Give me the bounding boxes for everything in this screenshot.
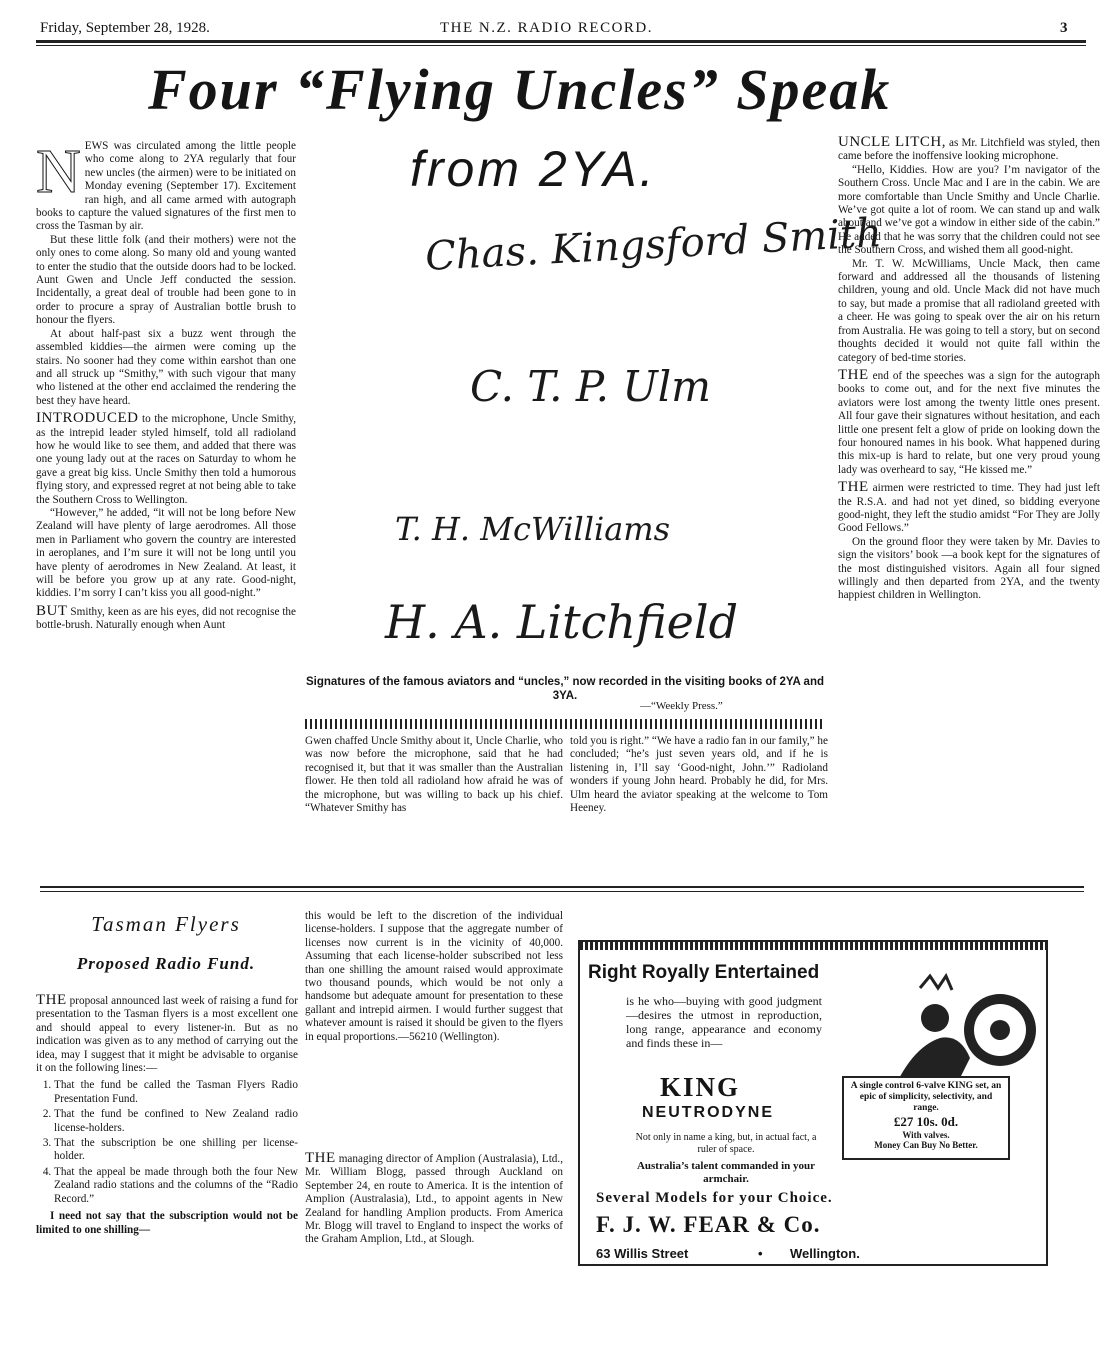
tasman-title: Tasman Flyers [91,912,241,936]
paragraph: told you is right.” “We have a radio fan in our family,” he concluded; “he’s just seven years old, and if he is listening in, I’ll say ‘Good-night, John.’” Radioland wonders if young John heard. Probably he did, for Mrs. Ulm heard the aviator speaking at the welcome to Tom Heeney. [570,735,828,815]
article-column-1 [36,140,296,878]
section-initial: THE [838,479,869,496]
paragraph: Smithy, keen as are his eyes, did not recognise the bottle-brush. Naturally enough when Aunt [36,605,296,632]
proposal-list [36,1079,298,1206]
signature-caption: Signatures of the famous aviators and “uncles,” now recorded in the visiting books of 2YA and 3YA. [305,676,825,702]
paragraph: this would be left to the discretion of the individual license-holders. I suppose that the aggregate number of licenses now current is in the vicinity of 40,000. Assuming that each license-holder subscribed not less than one shilling the amount raised would approximate two thousand pounds, which would be not only a handsome but adequate amount for presentation to these gallant and intrepid airmen. I would further suggest that whatever amount is raised it should be given to the flyers in equal proportions.—56210 (Wellington). [305,910,563,1043]
list-item: 3. That the subscription be one shilling per license-holder. [54,1137,298,1164]
ornamental-rule [305,719,825,729]
paragraph: Mr. T. W. McWilliams, Uncle Mack, then came forward and addressed all the thousands of listening children, young and old. Uncle Mack did not have much to say, but made a promise that all radioland greeted with a cheer. He was going to speak over the air on his return from Australia. He was going to tell a story, but on second thoughts decided it would not quite fall within the category of bed-time stories. [838,257,1100,364]
model-name: NEUTRODYNE [642,1104,775,1121]
price-note: With valves. [902,1130,950,1140]
advert-body: is he who—buying with good judgment—desires the utmost in reproduction, long range, appearance and economy and finds these in— [626,994,822,1050]
section-initial: THE [838,366,869,383]
paragraph: to the microphone, Uncle Smithy, as the intrepid leader styled himself, told all radioland how he would like to see them, and added that there was one young lady out at the races on Saturday to whom he gave a great big kiss. Uncle Smithy then told a humorous flying story, and expressed regret at not being able to take the Southern Cross to Wellington. [36,413,296,506]
dealer-city: Wellington. [790,1246,860,1261]
article-column-4 [838,136,1100,878]
drop-cap: N [36,140,81,206]
signature-kingsford-smith: Chas. Kingsford Smith [424,210,883,280]
paragraph: I need not say that the subscription would not be limited to one shilling— [36,1210,298,1236]
paragraph: proposal announced last week of raising a fund for presentation to the Tasman flyers is a most excellent one and should appeal to every listener-in. But as no indication was given as to any method of carrying out the idea, may I suggest that it might be advisable to organise it on the following lines:— [36,995,298,1075]
header-rule-thin [36,45,1086,46]
caption-credit: —“Weekly Press.” [640,700,723,712]
paragraph: managing director of Amplion (Australasia), Ltd., Mr. William Blogg, passed through Auckland on September 24, en route to America. It is the intention of Amplion (Australasia), Ltd., to appoint agents in New Zealand for handling Amplion products. From America Mr. Blogg will travel to England to inspect the works of the Graham Amplion, Ltd., at Slough. [305,1153,563,1246]
headline: Four “Flying Uncles” Speak [148,57,892,122]
section-initial: BUT [36,602,68,619]
paragraph: But these little folk (and their mothers) were not the only ones to come along. So many old and young wanted to enter the studio that the outside doors had to be locked. Aunt Gwen and Uncle Jeff conducted the session. Incidentally, a great deal of trouble had been gone to in order to procure a spray of Australian bottle brush to honour the flyers. [36,233,296,327]
paragraph: EWS was circulated among the little people who come along to 2YA regularly that four new uncles (the airmen) were to be initiated on Monday evening (September 17). Excitement ran high, and all came armed with autograph books to capture the valued signatures of the first men to cross the Tasman by air. [36,140,296,233]
paragraph: “However,” he added, “it will not be long before New Zealand will have plenty of large aerodromes. All those men in Parliament who govern the country are interested in aeroplanes, and I’m sure it will not be long until you have plenty of aerodromes in New Zealand. At least, it will be before you grow up at any rate. Good-night, kiddies. I’m sorry I can’t kiss you all good-night.” [36,506,296,600]
advert-tagline-1: Not only in name a king, but, in actual fact, a ruler of space. [635,1132,817,1155]
paragraph: On the ground floor they were taken by Mr. Davies to sign the visitors’ book —a book kept for the signatures of the most distinguished visitors. Again all four signed willingly and then departed from 2YA, and the twenty happiest children in Wellington. [838,535,1100,602]
king-neutrodyne-advert [578,940,1048,1266]
issue-date: Friday, September 28, 1928. [40,20,210,36]
signature-litchfield: H. A. Litchfield [385,595,739,649]
signature-mcwilliams: T. H. McWilliams [395,510,671,548]
price: £27 10s. 0d. [893,1114,959,1129]
advert-title: Right Royally Entertained [588,962,820,983]
section-initial: THE [305,1150,336,1166]
page-number: 3 [1060,20,1068,36]
article-column-2 [305,735,563,815]
models-line: Several Models for your Choice. [596,1190,833,1206]
dealer-name: F. J. W. FEAR & Co. [596,1212,821,1237]
section-initial: INTRODUCED [36,410,139,427]
address-separator: • [758,1246,763,1261]
amplion-column [305,1152,563,1247]
paragraph: “Hello, Kiddies. How are you? I’m navigator of the Southern Cross. Uncle Mac and I are in the cabin. We are more comfortable than Uncle Smithy and Uncle Charlie. We’ve got quite a lot of room. We can stand up and walk about and we’ve got a window in either side of the cabin.” He added that he was sorry that the children could not see the Southern Cross, and wished them all good-night. [838,163,1100,257]
advert-tagline-2: Australia’s talent commanded in your armchair. [636,1160,816,1185]
tasman-column-1 [36,994,298,1314]
dealer-street: 63 Willis Street [596,1246,689,1261]
price-box [842,1076,1010,1160]
article-column-3 [570,735,828,815]
section-initial: THE [36,994,67,1008]
brand-name: KING [660,1072,741,1102]
masthead: THE N.Z. RADIO RECORD. [440,20,653,36]
tasman-subtitle: Proposed Radio Fund. [76,954,256,973]
section-initial: UNCLE LITCH, [838,136,946,150]
section-rule-thin [40,891,1084,892]
advert-slogan: Money Can Buy No Better. [874,1140,978,1150]
tasman-column-2 [305,910,563,1044]
paragraph: Gwen chaffed Uncle Smithy about it, Uncle Charlie, who was now before the microphone, said that he had recognised it, but that it was smaller than the Australian flower. He then told all radioland how afraid he was of the microphone, but was willing to back up his chief. “Whatever Smithy has [305,735,563,815]
signature-ulm: C. T. P. Ulm [470,362,711,411]
section-rule [40,886,1084,888]
subheadline: from 2YA. [410,141,657,197]
paragraph: airmen were restricted to time. They had just left the R.S.A. and had not yet dined, so bidding everyone good-night, they left the studio amidst “For They are Jolly Good Fellows.” [838,482,1100,535]
paragraph: end of the speeches was a sign for the autograph books to come out, and for the next five minutes the aviators were lost among the twenty little ones present. All four gave their signatures without hesitation, and each little one present felt a glow of pride on looking down the four honoured names in his book. What happened during this mix-up is hard to relate, but one very proud young lady was overheard to say, “He kissed me.” [838,369,1100,476]
header-rule [36,40,1086,43]
list-item: 1. That the fund be called the Tasman Flyers Radio Presentation Fund. [54,1079,298,1106]
advert-border-pattern [580,942,1046,950]
paragraph: At about half-past six a buzz went through the assembled kiddies—the airmen were coming up the stairs. No sooner had they come within earshot than one and all struck up “Smithy,” with such vigour that many who listened at the other end acclaimed the rendering the best they have heard. [36,327,296,407]
list-item: 4. That the appeal be made through both the four New Zealand radio stations and the columns of the “Radio Record.” [54,1166,298,1206]
list-item: 2. That the fund be confined to New Zealand radio license-holders. [54,1108,298,1135]
price-box-text: A single control 6-valve KING set, an epic of simplicity, selectivity, and range. [850,1081,1002,1113]
paragraph: as Mr. Litchfield was styled, then came before the inoffensive looking microphone. [838,137,1100,163]
